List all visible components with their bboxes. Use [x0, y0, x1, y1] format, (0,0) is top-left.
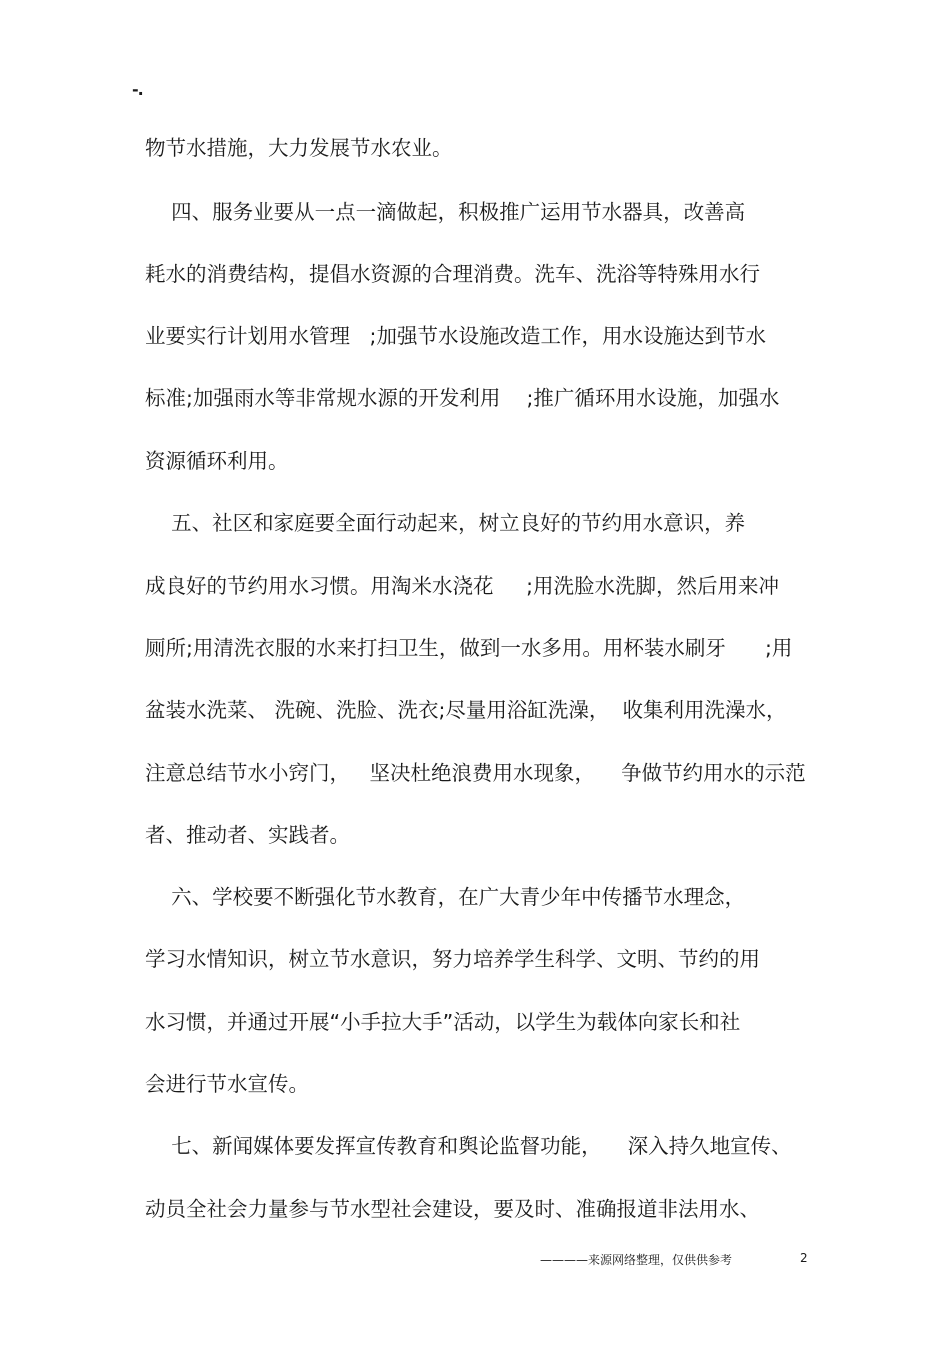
text-line: 会进行节水宣传。 — [145, 1072, 309, 1096]
text-line: 动员全社会力量参与节水型社会建设，要及时、准确报道非法用水、 — [145, 1197, 760, 1221]
text-line: 资源循环利用。 — [145, 449, 289, 473]
text-line: 厕所;用清洗衣服的水来打扫卫生，做到一水多用。用杯装水刷牙 ;用 — [145, 636, 793, 660]
text-line: 四、服务业要从一点一滴做起，积极推广运用节水器具，改善高 — [145, 200, 746, 224]
text-line: 五、社区和家庭要全面行动起来，树立良好的节约用水意识，养 — [145, 511, 746, 535]
text-line: 者、推动者、实践者。 — [145, 823, 350, 847]
text-line: 七、新闻媒体要发挥宣传教育和舆论监督功能， 深入持久地宣传、 — [145, 1134, 792, 1158]
text-line: 标准;加强雨水等非常规水源的开发利用 ;推广循环用水设施，加强水 — [145, 386, 780, 410]
text-line: 盆装水洗菜、 洗碗、洗脸、洗衣;尽量用浴缸洗澡， 收集利用洗澡水， — [145, 698, 787, 722]
header-mark: -. — [132, 80, 143, 99]
footer-source-note: ————来源网络整理，仅供供参考 — [540, 1253, 733, 1267]
text-line: 成良好的节约用水习惯。用淘米水浇花 ;用洗脸水洗脚，然后用来冲 — [145, 574, 779, 598]
text-line: 耗水的消费结构，提倡水资源的合理消费。洗车、洗浴等特殊用水行 — [145, 262, 760, 286]
text-line: 学习水情知识，树立节水意识，努力培养学生科学、文明、节约的用 — [145, 947, 760, 971]
text-line: 水习惯，并通过开展“小手拉大手”活动，以学生为载体向家长和社 — [145, 1010, 741, 1034]
text-line: 业要实行计划用水管理 ;加强节水设施改造工作，用水设施达到节水 — [145, 324, 766, 348]
text-line: 物节水措施，大力发展节水农业。 — [145, 136, 453, 160]
text-line: 六、学校要不断强化节水教育，在广大青少年中传播节水理念， — [145, 885, 746, 909]
page-number: 2 — [800, 1251, 808, 1265]
text-line: 注意总结节水小窍门， 坚决杜绝浪费用水现象， 争做节约用水的示范 — [145, 761, 806, 785]
